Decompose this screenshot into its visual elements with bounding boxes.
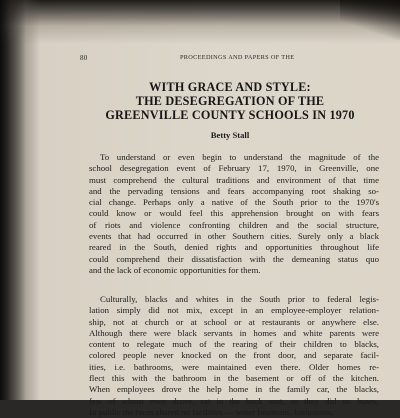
title-line: WITH GRACE AND STYLE: <box>149 80 311 94</box>
text-line: lation simply did not mix, except in an employee-employer relation- <box>89 305 379 316</box>
text-line: ities, i.e. bathrooms, were maintained even there. Older homes re- <box>89 361 379 372</box>
text-line: school desegregation event of February 17, 1970, in Greenville, one <box>89 163 379 174</box>
text-line: When employees drove the help home in the family car, the blacks, <box>89 384 379 395</box>
page-number: 80 <box>80 54 88 62</box>
text-line: In public the races shared no facilities — water fountains, bathrooms, <box>89 406 334 417</box>
text-line: of riots and violence confronting children and the social structure, <box>89 219 379 230</box>
text-line: could know or would feel this apprehension brought on with fears <box>89 208 379 219</box>
text-line: colored people never knocked on the front door, and separate facil- <box>89 350 379 361</box>
text-line: reared in the South, denied rights and opportunities throughout life <box>89 242 379 253</box>
text-line: To understand or even begin to understand the magnitude of the <box>100 152 379 162</box>
text-line: ship, not at church or at school or at restaurants or anywhere else. <box>89 316 379 327</box>
text-line: Culturally, blacks and whites in the South prior to federal legis- <box>100 294 379 304</box>
text-line: could comprehend their dissatisfaction with the demeaning status quo <box>89 253 379 264</box>
text-line: must comprehend the cultural traditions and environment of that time <box>89 174 379 185</box>
text-line: flect this with the bathroom in the basement or off of the kitchen. <box>89 373 379 384</box>
paragraph <box>89 152 379 276</box>
paragraph <box>89 294 379 418</box>
text-line: and the pervading tensions and fears accompanying root shaking so- <box>89 185 379 196</box>
text-line: events that had occurred in other Southern cities. Surely only a black <box>89 231 379 242</box>
article-title <box>82 80 378 122</box>
text-line: few of whom even drove, sat in the back seat, as they did on buses. <box>89 395 379 406</box>
text-line: and the lack of economic opportunities for them. <box>89 264 261 275</box>
author-name: Betty Stall <box>210 130 250 140</box>
running-head <box>80 54 380 64</box>
text-line: cial change. Perhaps only a native of the South prior to the 1970's <box>89 197 379 208</box>
title-line: THE DESEGREGATION OF THE <box>135 94 325 108</box>
text-line: content to relegate much of the rearing of their children to blacks, <box>89 339 379 350</box>
title-line: GREENVILLE COUNTY SCHOOLS IN 1970 <box>105 108 355 122</box>
text-line: Although there were black servants in homes and white parents were <box>89 327 379 338</box>
journal-title: PROCEEDINGS AND PAPERS OF THE <box>180 54 295 61</box>
